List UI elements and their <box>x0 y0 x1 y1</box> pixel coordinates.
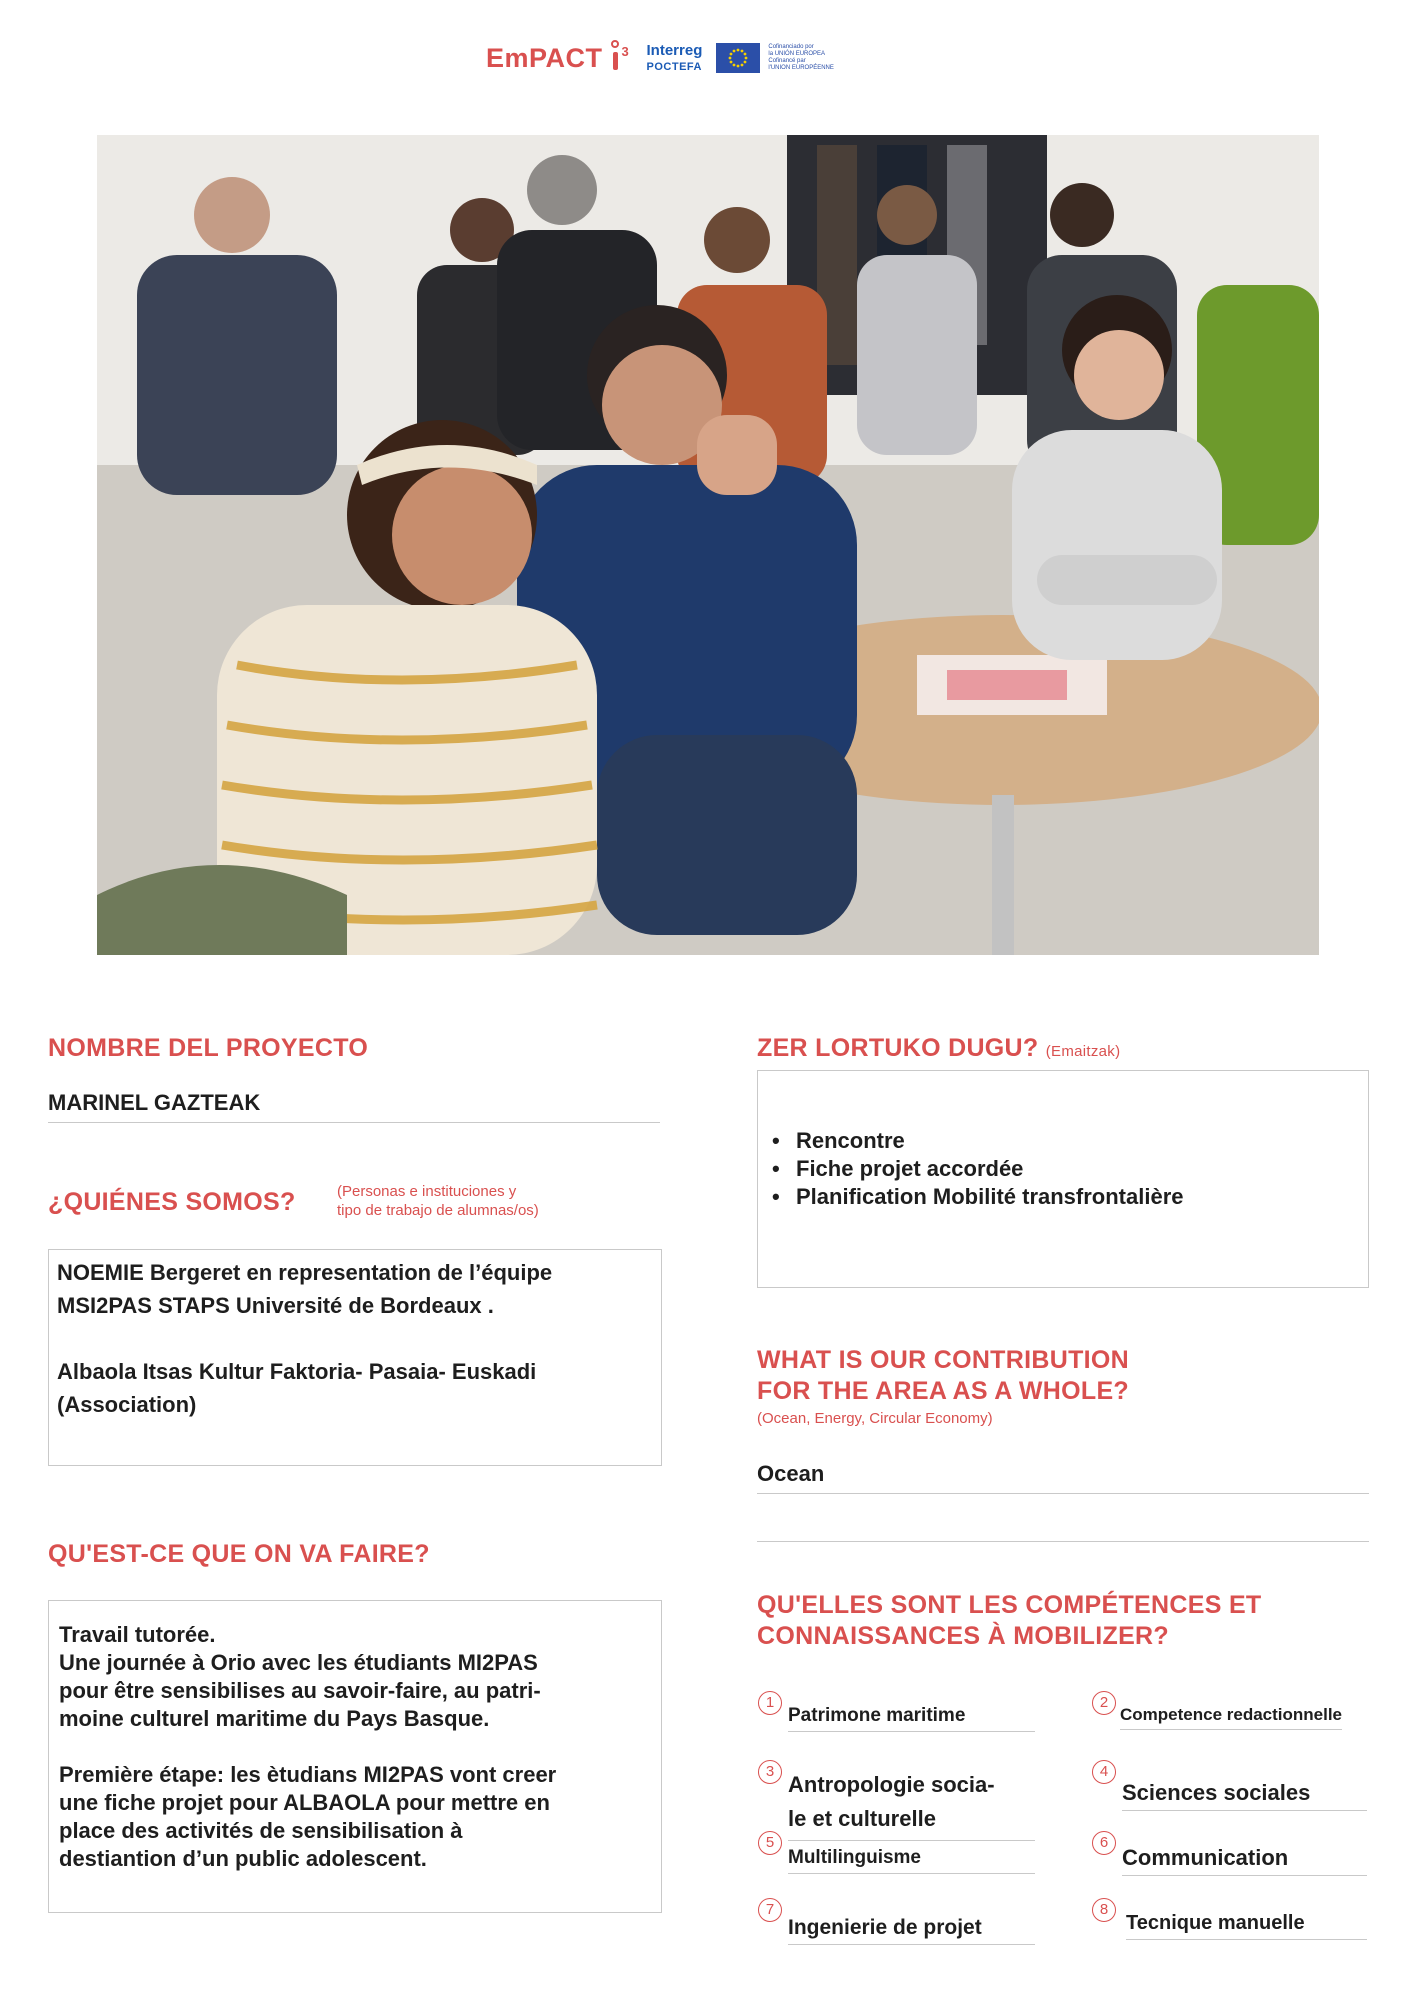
what-heading: QU'EST-CE QUE ON VA FAIRE? <box>48 1540 430 1568</box>
competence-label: Patrimone maritime <box>788 1705 1035 1732</box>
who-box <box>48 1249 662 1466</box>
contribution-heading: WHAT IS OUR CONTRIBUTION FOR THE AREA AS A WHOLE? <box>757 1346 1129 1406</box>
list-item: • Fiche projet accordée <box>766 1155 1360 1183</box>
competence-label: Ingenierie de projet <box>788 1916 1035 1945</box>
number-badge: 8 <box>1092 1898 1116 1922</box>
results-box <box>757 1070 1369 1288</box>
competence-label: Sciences sociales <box>1122 1780 1367 1811</box>
divider <box>757 1541 1369 1542</box>
project-name-value: MARINEL GAZTEAK <box>48 1090 660 1123</box>
empact-logo: EmPACT <box>486 42 603 73</box>
list-item: • Planification Mobilité transfrontalière <box>766 1183 1360 1211</box>
who-heading: ¿QUIÉNES SOMOS? <box>48 1188 296 1216</box>
competence-label: Competence redactionnelle <box>1120 1705 1342 1730</box>
number-badge: 1 <box>758 1691 782 1715</box>
eu-flag-icon <box>716 43 760 73</box>
number-badge: 6 <box>1092 1831 1116 1855</box>
who-text: NOEMIE Bergeret en representation de l’équipe MSI2PAS STAPS Université de Bordeaux . Albaola Itsas Kultur Faktoria- Pasaia- Euskadi (Association) <box>57 1260 553 1417</box>
workshop-photo <box>97 135 1319 955</box>
contribution-value: Ocean <box>757 1461 1369 1494</box>
competence-label: Communication <box>1122 1845 1367 1876</box>
number-badge: 4 <box>1092 1760 1116 1784</box>
header-logos <box>486 38 834 78</box>
what-box <box>48 1600 662 1913</box>
results-list <box>758 1071 1368 1211</box>
number-badge: 3 <box>758 1760 782 1784</box>
interreg-logo: Interreg POCTEFA <box>646 42 703 73</box>
competence-label: Tecnique manuelle <box>1126 1912 1367 1940</box>
results-heading: ZER LORTUKO DUGU? (Emaitzak) <box>757 1034 1121 1062</box>
eu-cofinancing-text: Cofinanciado por la UNIÓN EUROPEA Cofinancé par l'UNION EUROPÉENNE <box>768 44 834 71</box>
number-badge: 5 <box>758 1831 782 1855</box>
i3-logo-icon: 3 <box>609 40 637 76</box>
project-name-heading: NOMBRE DEL PROYECTO <box>48 1034 369 1062</box>
competence-label: Antropologie socia- le et culturelle <box>788 1768 1035 1841</box>
number-badge: 2 <box>1092 1691 1116 1715</box>
who-note: (Personas e instituciones y tipo de trabajo de alumnas/os) <box>337 1183 539 1219</box>
competences-heading: QU'ELLES SONT LES COMPÉTENCES ET CONNAISSANCES À MOBILIZER? <box>757 1591 1262 1651</box>
contribution-note: (Ocean, Energy, Circular Economy) <box>757 1410 993 1427</box>
list-item: • Rencontre <box>766 1127 1360 1155</box>
what-text: Travail tutorée. Une journée à Orio avec les étudiants MI2PAS pour être sensibilises au savoir-faire, au patri- moine culturel maritime du Pays Basque. Première étape: les ètudians MI2PAS vont creer une fiche projet pour ALBAOLA pour mettre en place des activités de sensibilisation à destiantion d’un public adolescent. <box>59 1622 557 1871</box>
competence-label: Multilinguisme <box>788 1847 1035 1874</box>
number-badge: 7 <box>758 1898 782 1922</box>
